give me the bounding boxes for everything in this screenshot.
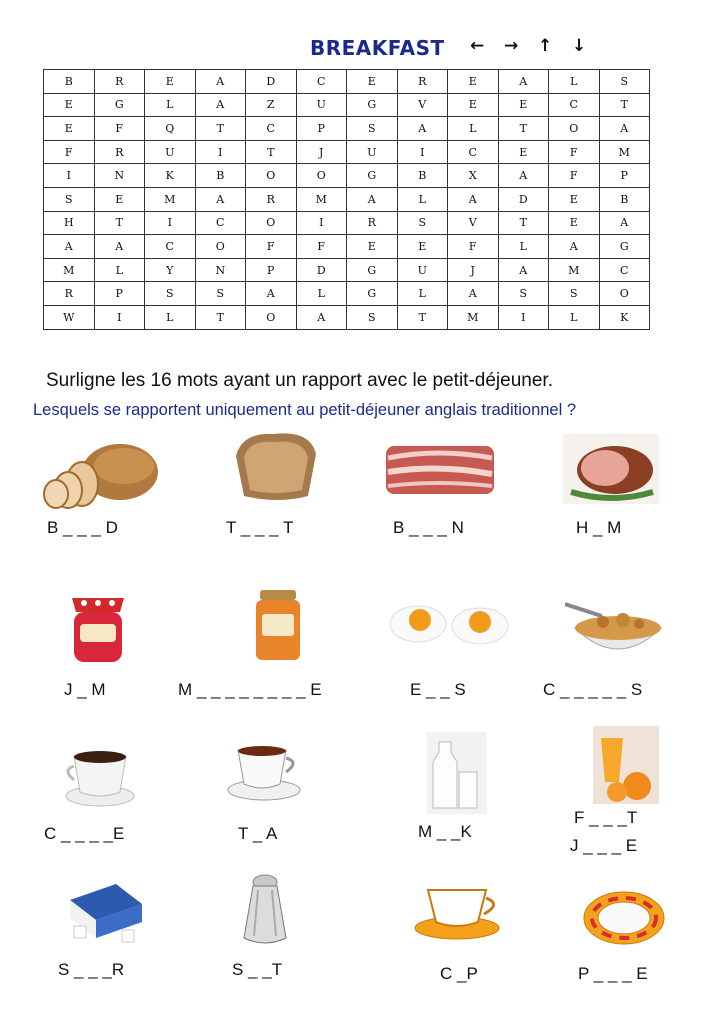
arrow-down-icon: ↓ (572, 36, 587, 56)
salt-shaker-image (238, 872, 292, 948)
tea-cup-image (224, 736, 302, 804)
grid-cell[interactable]: R (94, 140, 145, 164)
grid-cell[interactable]: O (246, 305, 297, 329)
hint-coffee: C _ _ _ _E (44, 824, 125, 843)
grid-cell[interactable]: N (195, 258, 246, 282)
grid-cell[interactable]: F (44, 140, 95, 164)
hint-marmalade: M _ _ _ _ _ _ _ _ E (178, 680, 322, 699)
grid-cell[interactable]: G (347, 258, 398, 282)
arrow-left-icon: ← (470, 36, 485, 56)
word-search-grid (43, 69, 650, 330)
grid-cell[interactable]: O (195, 235, 246, 259)
grid-cell[interactable]: R (397, 70, 448, 94)
hint-tea: T _ A (238, 824, 278, 843)
grid-cell[interactable]: E (44, 93, 95, 117)
hint-salt: S _ _T (232, 960, 283, 979)
grid-row (44, 258, 650, 282)
toast-image (228, 426, 324, 506)
grid-cell[interactable]: B (195, 164, 246, 188)
grid-cell[interactable]: S (347, 117, 398, 141)
grid-row (44, 187, 650, 211)
grid-cell[interactable]: G (599, 235, 650, 259)
coffee-cup-image (62, 744, 138, 810)
hint-plate: P _ _ _ E (578, 964, 648, 983)
grid-cell[interactable]: A (498, 258, 549, 282)
grid-cell[interactable]: A (599, 117, 650, 141)
grid-cell[interactable]: J (296, 140, 347, 164)
grid-cell[interactable]: E (397, 235, 448, 259)
grid-row (44, 70, 650, 94)
grid-cell[interactable]: J (448, 258, 499, 282)
cereals-image (565, 598, 671, 664)
grid-cell[interactable]: A (195, 187, 246, 211)
hint-bread: B _ _ _ D (47, 518, 118, 537)
grid-cell[interactable]: F (296, 235, 347, 259)
grid-cell[interactable]: E (94, 187, 145, 211)
marmalade-jar-image (252, 586, 304, 664)
grid-row (44, 93, 650, 117)
grid-row (44, 164, 650, 188)
grid-cell[interactable]: L (145, 305, 196, 329)
grid-row (44, 211, 650, 235)
grid-cell[interactable]: Y (145, 258, 196, 282)
arrow-right-icon: → (504, 36, 519, 56)
grid-cell[interactable]: T (94, 211, 145, 235)
plate-image (582, 888, 666, 948)
grid-cell[interactable]: S (195, 282, 246, 306)
hint-fruit: F _ _ _T (574, 808, 638, 827)
grid-cell[interactable]: G (94, 93, 145, 117)
grid-cell[interactable]: A (498, 70, 549, 94)
grid-cell[interactable]: H (44, 211, 95, 235)
grid-cell[interactable]: I (195, 140, 246, 164)
grid-row (44, 117, 650, 141)
grid-cell[interactable]: E (347, 235, 398, 259)
hint-jam: J _ M (64, 680, 106, 699)
grid-cell[interactable]: G (347, 282, 398, 306)
grid-cell[interactable]: A (448, 282, 499, 306)
grid-cell[interactable]: L (448, 117, 499, 141)
grid-cell[interactable]: D (498, 187, 549, 211)
eggs-image (386, 598, 516, 648)
grid-cell[interactable]: E (549, 187, 600, 211)
grid-cell[interactable]: C (549, 93, 600, 117)
grid-cell[interactable]: O (549, 117, 600, 141)
grid-cell[interactable]: O (246, 164, 297, 188)
grid-cell[interactable]: I (94, 305, 145, 329)
grid-cell[interactable]: C (599, 258, 650, 282)
sugar-image (62, 876, 146, 948)
hint-sugar: S _ _ _R (58, 960, 125, 979)
page-title: BREAKFAST (310, 36, 445, 60)
grid-cell[interactable]: U (145, 140, 196, 164)
grid-cell[interactable]: L (94, 258, 145, 282)
grid-cell[interactable]: S (599, 70, 650, 94)
instruction-line-1: Surligne les 16 mots ayant un rapport avec le petit-déjeuner. (46, 370, 553, 391)
grid-cell[interactable]: P (296, 117, 347, 141)
grid-cell[interactable]: W (44, 305, 95, 329)
grid-cell[interactable]: D (296, 258, 347, 282)
grid-row (44, 140, 650, 164)
hint-ham: H _ M (576, 518, 622, 537)
arrow-up-icon: ↑ (538, 36, 553, 56)
grid-cell[interactable]: T (195, 305, 246, 329)
grid-cell[interactable]: P (94, 282, 145, 306)
grid-cell[interactable]: L (397, 187, 448, 211)
grid-cell[interactable]: F (94, 117, 145, 141)
grid-cell[interactable]: A (549, 235, 600, 259)
grid-cell[interactable]: A (195, 70, 246, 94)
grid-cell[interactable]: A (94, 235, 145, 259)
grid-cell[interactable]: A (347, 187, 398, 211)
grid-cell[interactable]: P (246, 258, 297, 282)
grid-cell[interactable]: B (397, 164, 448, 188)
hint-milk: M _ _K (418, 822, 472, 841)
grid-cell[interactable]: V (448, 211, 499, 235)
grid-cell[interactable]: A (44, 235, 95, 259)
grid-cell[interactable]: S (498, 282, 549, 306)
bread-image (40, 432, 160, 512)
grid-cell[interactable]: A (296, 305, 347, 329)
grid-cell[interactable]: I (44, 164, 95, 188)
grid-cell[interactable]: I (498, 305, 549, 329)
grid-cell[interactable]: E (549, 211, 600, 235)
grid-cell[interactable]: L (145, 93, 196, 117)
grid-cell[interactable]: A (246, 282, 297, 306)
grid-cell[interactable]: K (599, 305, 650, 329)
grid-cell[interactable]: L (549, 305, 600, 329)
grid-cell[interactable]: S (397, 211, 448, 235)
grid-cell[interactable]: N (94, 164, 145, 188)
grid-cell[interactable]: O (246, 211, 297, 235)
orange-juice-image (593, 726, 659, 804)
grid-cell[interactable]: K (145, 164, 196, 188)
direction-arrows (470, 36, 606, 56)
grid-cell[interactable]: E (145, 70, 196, 94)
grid-cell[interactable]: A (599, 211, 650, 235)
hint-eggs: E _ _ S (410, 680, 466, 699)
grid-cell[interactable]: X (448, 164, 499, 188)
grid-cell[interactable]: F (549, 140, 600, 164)
grid-cell[interactable]: S (347, 305, 398, 329)
grid-cell[interactable]: T (195, 117, 246, 141)
grid-cell[interactable]: E (498, 140, 549, 164)
grid-cell[interactable]: E (44, 117, 95, 141)
grid-cell[interactable]: C (145, 235, 196, 259)
grid-cell[interactable]: C (195, 211, 246, 235)
grid-cell[interactable]: T (246, 140, 297, 164)
grid-cell[interactable]: A (448, 187, 499, 211)
grid-cell[interactable]: B (44, 70, 95, 94)
bacon-image (382, 440, 498, 500)
grid-cell[interactable]: U (296, 93, 347, 117)
grid-cell[interactable]: B (599, 187, 650, 211)
grid-cell[interactable]: G (347, 164, 398, 188)
grid-cell[interactable]: L (549, 70, 600, 94)
grid-cell[interactable]: Z (246, 93, 297, 117)
grid-cell[interactable]: T (498, 117, 549, 141)
grid-cell[interactable]: V (397, 93, 448, 117)
grid-cell[interactable]: R (347, 211, 398, 235)
grid-cell[interactable]: E (448, 93, 499, 117)
grid-cell[interactable]: E (347, 70, 398, 94)
grid-cell[interactable]: D (246, 70, 297, 94)
instruction-line-2: Lesquels se rapportent uniquement au petit-déjeuner anglais traditionnel ? (33, 401, 577, 419)
grid-cell[interactable]: E (448, 70, 499, 94)
grid-cell[interactable]: O (599, 282, 650, 306)
grid-cell[interactable]: A (195, 93, 246, 117)
grid-cell[interactable]: Q (145, 117, 196, 141)
grid-cell[interactable]: F (448, 235, 499, 259)
grid-row (44, 282, 650, 306)
grid-cell[interactable]: P (599, 164, 650, 188)
grid-cell[interactable]: T (599, 93, 650, 117)
grid-row (44, 235, 650, 259)
ham-image (563, 434, 659, 504)
grid-cell[interactable]: M (599, 140, 650, 164)
grid-cell[interactable]: L (296, 282, 347, 306)
grid-cell[interactable]: T (498, 211, 549, 235)
grid-cell[interactable]: S (145, 282, 196, 306)
grid-row (44, 305, 650, 329)
cup-image (412, 880, 502, 942)
grid-cell[interactable]: M (296, 187, 347, 211)
grid-cell[interactable]: R (246, 187, 297, 211)
grid-cell[interactable]: T (397, 305, 448, 329)
hint-cup: C _P (440, 964, 478, 983)
grid-cell[interactable]: F (246, 235, 297, 259)
grid-cell[interactable]: S (44, 187, 95, 211)
grid-cell[interactable]: I (296, 211, 347, 235)
grid-cell[interactable]: I (397, 140, 448, 164)
grid-cell[interactable]: F (549, 164, 600, 188)
grid-cell[interactable]: E (498, 93, 549, 117)
hint-juice: J _ _ _ E (570, 836, 638, 855)
hint-bacon: B _ _ _ N (393, 518, 464, 537)
grid-cell[interactable]: M (549, 258, 600, 282)
grid-cell[interactable]: A (498, 164, 549, 188)
grid-cell[interactable]: U (397, 258, 448, 282)
grid-cell[interactable]: A (397, 117, 448, 141)
milk-image (427, 732, 487, 814)
grid-cell[interactable]: L (498, 235, 549, 259)
hint-cereals: C _ _ _ _ _ S (543, 680, 643, 699)
grid-cell[interactable]: C (246, 117, 297, 141)
hint-toast: T _ _ _ T (226, 518, 294, 537)
grid-cell[interactable]: M (145, 187, 196, 211)
grid-cell[interactable]: R (94, 70, 145, 94)
grid-cell[interactable]: L (397, 282, 448, 306)
grid-cell[interactable]: G (347, 93, 398, 117)
grid-cell[interactable]: C (448, 140, 499, 164)
grid-cell[interactable]: I (145, 211, 196, 235)
grid-cell[interactable]: C (296, 70, 347, 94)
grid-cell[interactable]: R (44, 282, 95, 306)
grid-cell[interactable]: S (549, 282, 600, 306)
grid-cell[interactable]: O (296, 164, 347, 188)
grid-cell[interactable]: M (44, 258, 95, 282)
grid-cell[interactable]: M (448, 305, 499, 329)
jam-jar-image (66, 588, 130, 666)
grid-cell[interactable]: U (347, 140, 398, 164)
